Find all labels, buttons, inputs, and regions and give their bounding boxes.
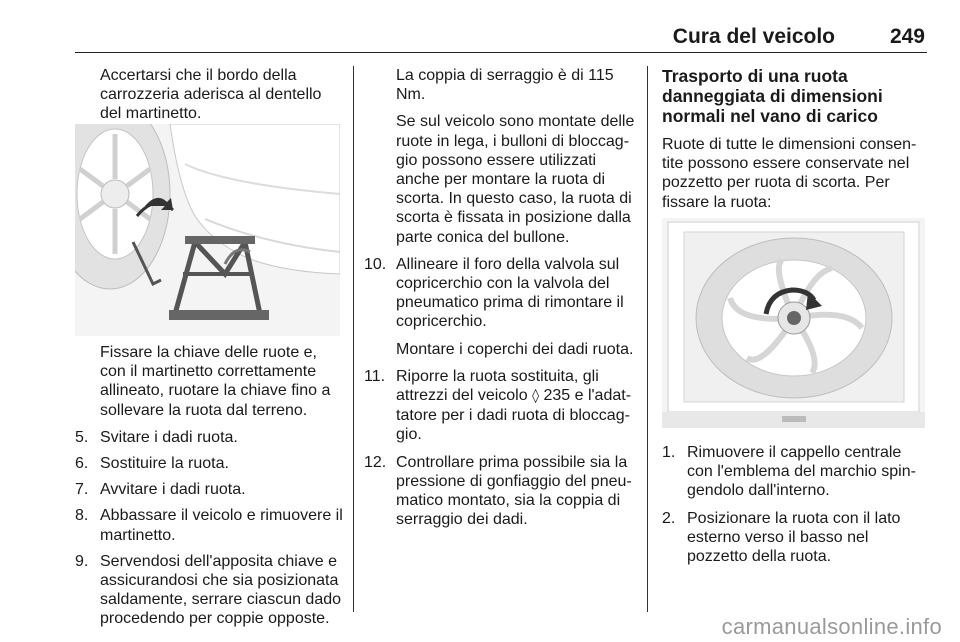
step-subtext: Montare i coperchi dei dadi ruota.	[396, 340, 634, 358]
list-item	[364, 367, 636, 445]
after-figure-text: Fissare la chiave delle ruote e, con il martinetto correttamente allineato, ruotare la chiave fino a sollevare la ruota dal terreno.	[100, 344, 331, 419]
column-2	[364, 66, 636, 529]
step-text: Servendosi dell'apposita chiave e assicurandosi che sia posizionata saldamente, serrare ciascun dado procedendo per coppie opposte.	[100, 552, 342, 628]
page-number: 249	[889, 25, 925, 48]
list-item	[75, 552, 343, 629]
column-divider-2	[647, 66, 648, 612]
list-item	[75, 454, 343, 473]
step-number: 1.	[662, 444, 676, 461]
step-number: 12.	[364, 453, 387, 471]
column-1-lower	[75, 343, 343, 629]
list-item	[75, 428, 343, 447]
list-item	[364, 255, 636, 332]
spare-wheel-illustration	[662, 218, 925, 428]
page-reference-icon[interactable]: ◊	[532, 388, 539, 405]
list-item	[364, 453, 636, 530]
step-number: 7.	[75, 481, 89, 499]
step-text: Sostituire la ruota.	[100, 455, 229, 473]
list-item	[75, 506, 343, 544]
step-text: Riporre la ruota sostituita, gli attrezzi del veicolo	[396, 367, 599, 405]
step-number: 11.	[364, 367, 386, 385]
alloy-note: Se sul veicolo sono montate delle ruote in lega, i bulloni di bloccag-gio possono essere utilizzati anche per montare la ruota di scorta. In questo caso, la ruota di scorta è fissata in posizione dalla parte conica del bullone.	[396, 113, 635, 246]
step-text: Abbassare il veicolo e rimuovere il martinetto.	[100, 507, 343, 544]
list-item	[75, 480, 343, 499]
step-number: 2.	[662, 509, 676, 527]
step-text: Posizionare la ruota con il lato esterno verso il basso nel pozzetto della ruota.	[687, 509, 901, 566]
list-item	[662, 443, 927, 501]
step-text: Allineare il foro della valvola sul copricerchio con la valvola del pneumatico prima di rimontare il copricerchio.	[396, 255, 624, 331]
step-text: Rimuovere il cappello centrale con l'emblema del marchio spin-gendolo dall'interno.	[687, 444, 916, 500]
column-1	[75, 66, 343, 124]
torque-text: La coppia di serraggio è di 115 Nm.	[396, 67, 614, 104]
step-number: 10.	[364, 255, 387, 273]
step-text-continued: 235 e l'adat-tatore per i dadi ruota di bloccag-gio.	[396, 387, 632, 444]
step-text: Controllare prima possibile sia la pressione di gonfiaggio del pneu-matico montato, sia la coppia di serraggio dei dadi.	[396, 453, 632, 529]
step-number: 8.	[75, 507, 89, 525]
jack-illustration	[75, 124, 340, 336]
column-3	[662, 66, 927, 212]
step-number: 6.	[75, 455, 89, 473]
step-number: 9.	[75, 552, 89, 570]
watermark: carmanualsonline.info	[721, 614, 942, 639]
page-header	[75, 22, 927, 53]
intro-text: Accertarsi che il bordo della carrozzeria aderisca al dentello del martinetto.	[100, 67, 322, 123]
section-title: Cura del veicolo	[672, 25, 835, 48]
step-text: Avvitare i dadi ruota.	[100, 481, 246, 499]
column-3-lower	[662, 443, 927, 566]
column-divider-1	[353, 66, 354, 612]
section-heading: Trasporto di una ruota danneggiata di dimensioni normali nel vano di carico	[662, 66, 883, 126]
list-item	[662, 509, 927, 567]
jack-illustration-svg	[75, 124, 340, 336]
spare-wheel-illustration-svg	[662, 218, 925, 428]
step-number: 5.	[75, 428, 89, 446]
section-intro: Ruote di tutte le dimensioni consen-tite possono essere conservate nel pozzetto per ruota di scorta. Per fissare la ruota:	[662, 136, 917, 211]
step-text: Svitare i dadi ruota.	[100, 428, 238, 446]
